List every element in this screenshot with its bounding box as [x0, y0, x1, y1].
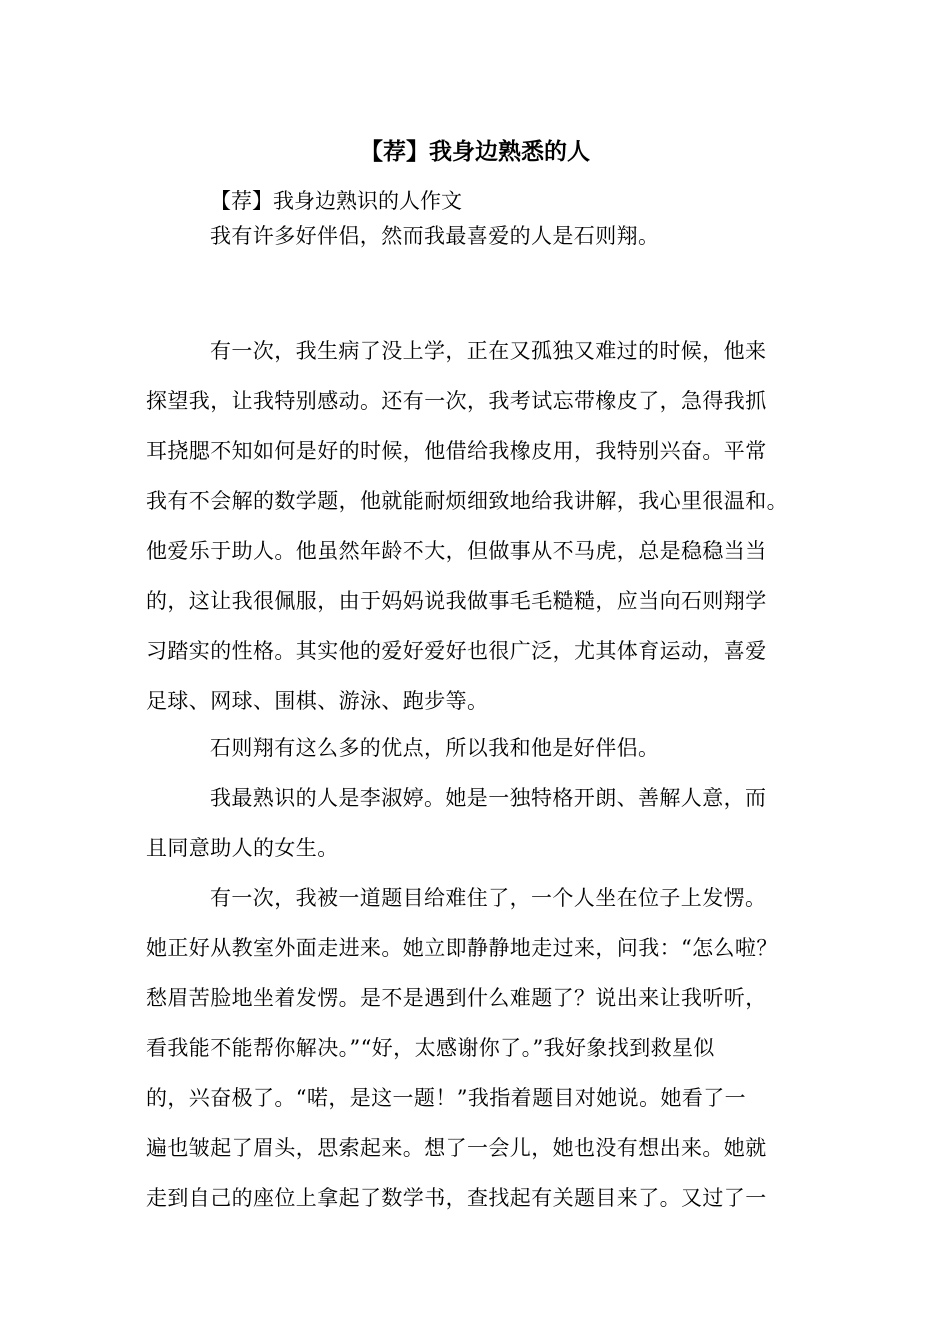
text-line: 的，兴奋极了。“喏，是这一题！”我指着题目对她说。她看了一 — [146, 1086, 747, 1110]
text-line: 愁眉苦脸地坐着发愣。是不是遇到什么难题了？说出来让我听听， — [146, 986, 767, 1010]
paragraph-3 — [146, 773, 836, 873]
text-line: 走到自己的座位上拿起了数学书，查找起有关题目来了。又过了一 — [146, 1186, 767, 1210]
text-line: 遍也皱起了眉头，思索起来。想了一会儿，她也没有想出来。她就 — [146, 1136, 767, 1160]
text-line: 我最熟识的人是李淑婷。她是一独特格开朗、善解人意，而 — [210, 786, 767, 810]
text-line: 有一次，我被一道题目给难住了，一个人坐在位子上发愣。 — [210, 886, 767, 910]
text-line: 的，这让我很佩服，由于妈妈说我做事毛毛糙糙，应当向石则翔学 — [146, 589, 767, 613]
paragraph-2 — [146, 723, 836, 773]
text-line: 习踏实的性格。其实他的爱好爱好也很广泛，尤其体育运动，喜爱 — [146, 639, 767, 663]
text-line: 看我能不能帮你解决。”“好，太感谢你了。”我好象找到救星似 — [146, 1036, 715, 1060]
document-title: 【荐】我身边熟悉的人 — [360, 138, 590, 165]
text-line: 且同意助人的女生。 — [146, 836, 339, 860]
text-line: 足球、网球、围棋、游泳、跑步等。 — [146, 689, 489, 713]
paragraph-1 — [146, 326, 836, 726]
text-line: 有一次，我生病了没上学，正在又孤独又难过的时候，他来 — [210, 339, 767, 363]
text-line: 她正好从教室外面走进来。她立即静静地走过来，问我：“怎么啦？ — [146, 936, 778, 960]
text-line: 耳挠腮不知如何是好的时候，他借给我橡皮用，我特别兴奋。平常 — [146, 439, 767, 463]
text-line: 我有许多好伴侣，然而我最喜爱的人是石则翔。 — [210, 224, 660, 248]
text-line: 石则翔有这么多的优点，所以我和他是好伴侣。 — [210, 736, 660, 760]
text-line: 探望我，让我特别感动。还有一次，我考试忘带橡皮了，急得我抓 — [146, 389, 767, 413]
paragraph-4 — [146, 873, 836, 1223]
text-line: 他爱乐于助人。他虽然年龄不大，但做事从不马虎，总是稳稳当当 — [146, 539, 767, 563]
document-subtitle: 【荐】我身边熟识的人作文 — [210, 189, 462, 213]
intro-paragraph — [146, 211, 836, 261]
text-line: 我有不会解的数学题，他就能耐烦细致地给我讲解，我心里很温和。 — [146, 489, 788, 513]
